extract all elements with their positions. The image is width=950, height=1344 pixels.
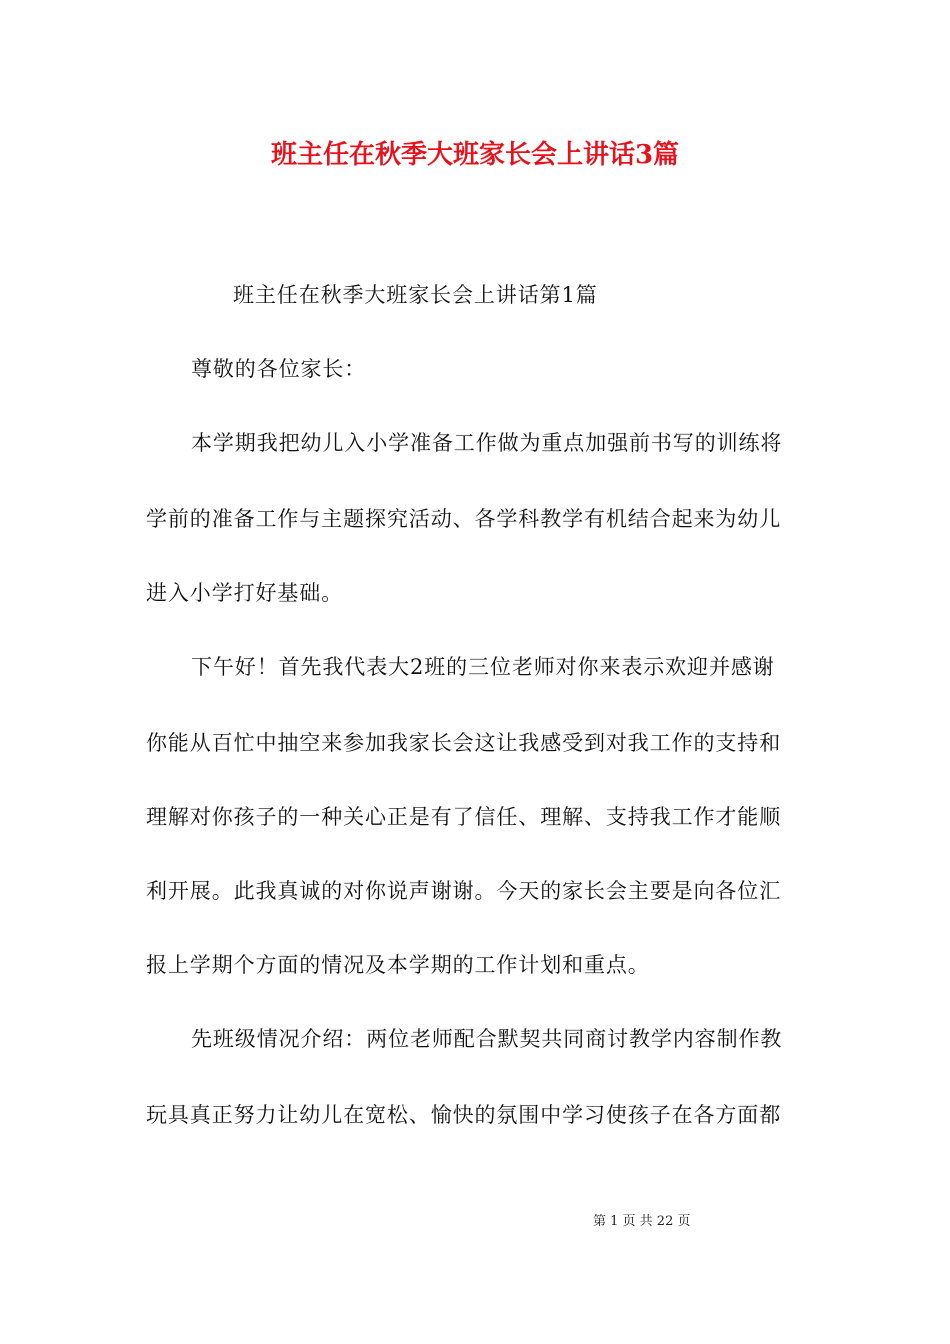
paragraph-line: 本学期我把幼儿入小学准备工作做为重点加强前书写的训练将	[191, 431, 783, 455]
paragraph-line: 你能从百忙中抽空来参加我家长会这让我感受到对我工作的支持和	[146, 731, 782, 755]
document-title: 班主任在秋季大班家长会上讲话3篇	[270, 140, 680, 170]
salutation: 尊敬的各位家长：	[191, 357, 367, 381]
section-subtitle: 班主任在秋季大班家长会上讲话第1篇	[233, 283, 598, 307]
paragraph-line: 报上学期个方面的情况及本学期的工作计划和重点。	[146, 953, 650, 977]
paragraph-line: 理解对你孩子的一种关心正是有了信任、理解、支持我工作才能顺	[146, 805, 782, 829]
paragraph-line: 下午好！首先我代表大2班的三位老师对你来表示欢迎并感谢	[191, 655, 775, 679]
paragraph-line: 学前的准备工作与主题探究活动、各学科教学有机结合起来为幼儿	[146, 507, 782, 531]
paragraph-line: 进入小学打好基础。	[146, 581, 344, 605]
page-number-footer: 第 1 页 共 22 页	[593, 1214, 691, 1229]
paragraph-line: 利开展。此我真诚的对你说声谢谢。今天的家长会主要是向各位汇	[146, 879, 782, 903]
paragraph-line: 先班级情况介绍：两位老师配合默契共同商讨教学内容制作教	[191, 1027, 783, 1051]
paragraph-line: 玩具真正努力让幼儿在宽松、愉快的氛围中学习使孩子在各方面都	[146, 1103, 782, 1127]
